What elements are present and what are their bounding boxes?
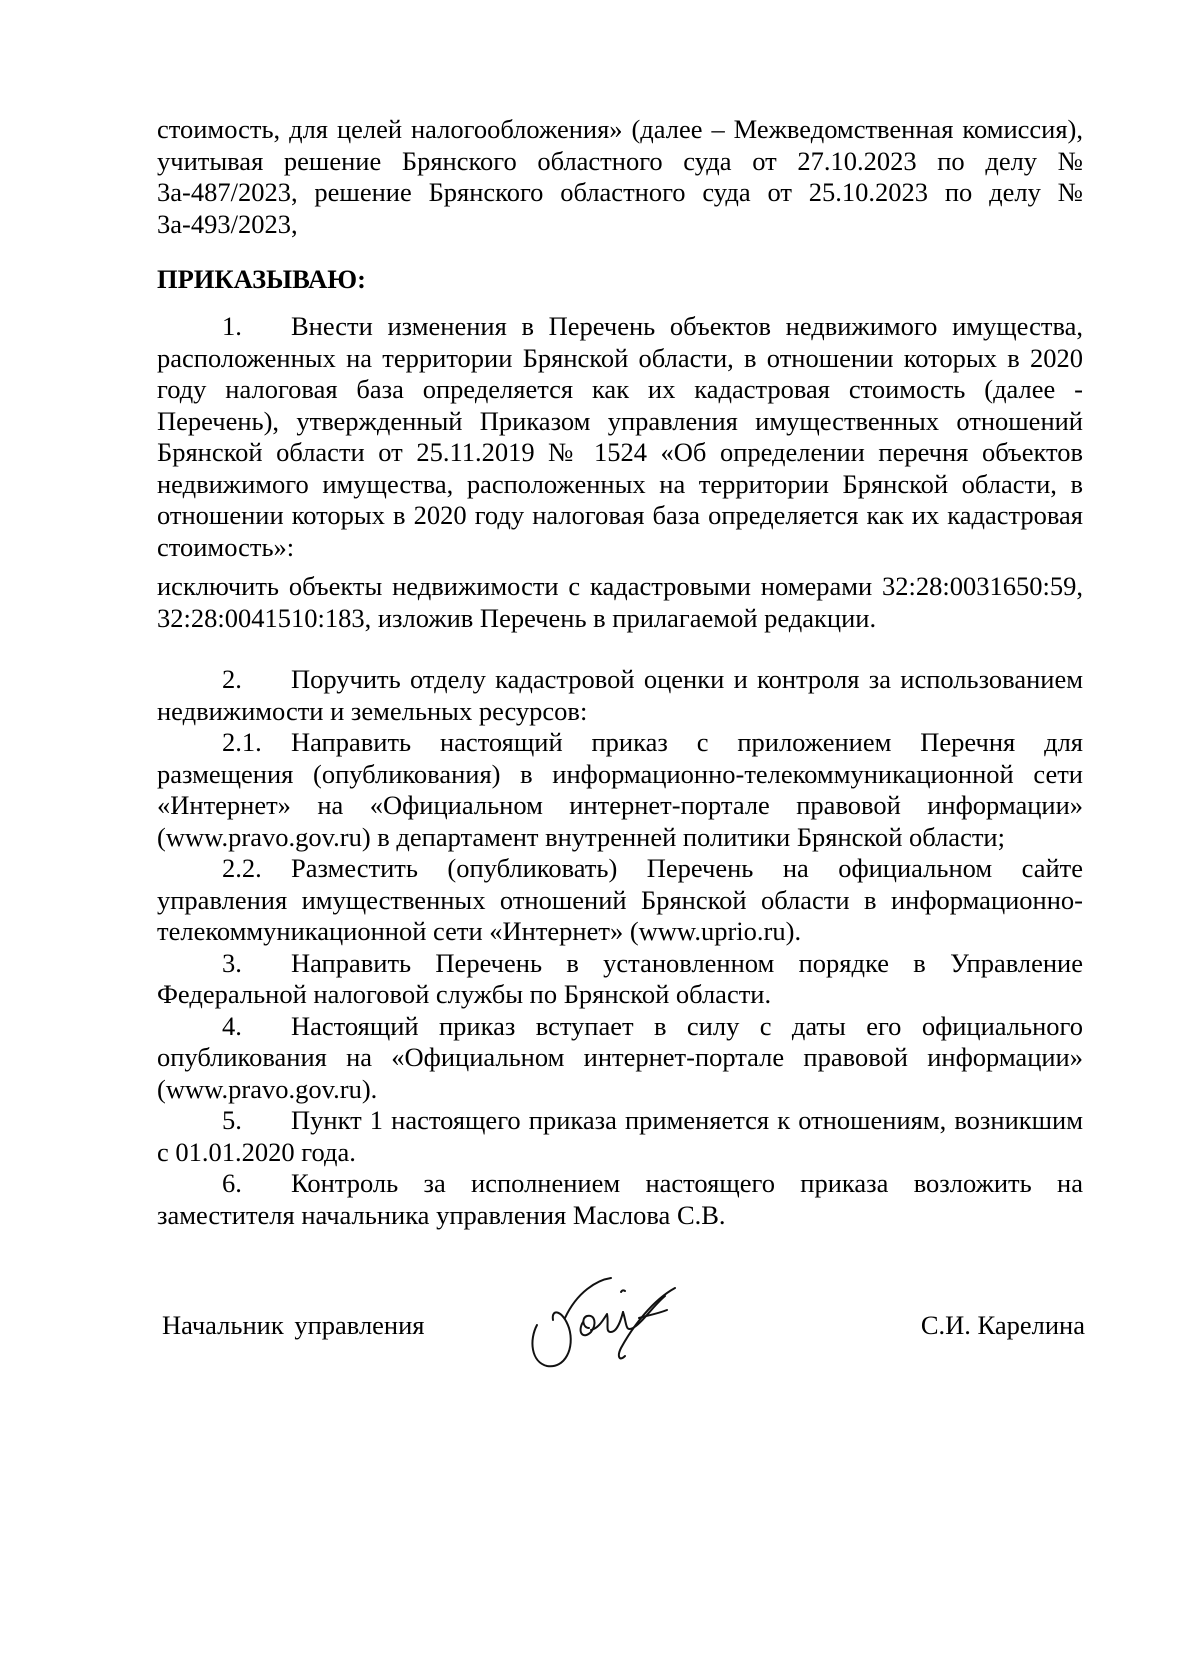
item-text: Разместить (опубликовать) Перечень на официальном сайте управления имущественных отношений Брянской области в информационно-телекоммуникационной сети «Интернет» ( — [157, 853, 1083, 946]
item-text-end: ). — [785, 916, 802, 946]
item-text: Направить настоящий приказ с приложением Перечня для размещения (опубликования) в информационно-телекоммуникационной сети «Интернет» на «Официальном интернет-портале правовой информации» ( — [157, 727, 1083, 852]
item-number: 2.2. — [222, 853, 262, 883]
item-2 — [157, 664, 1083, 727]
item-4 — [157, 1011, 1083, 1106]
item-number: 2.1. — [222, 727, 262, 757]
intro-text: стоимость, для целей налогообложения» (далее – Межведомственная комиссия), учитывая решение Брянского областного суда от 27.10.2023 по делу № 3а-487/2023, решение Брянского областного суда от 25.10.2023 по делу № 3а-493/2023, — [157, 114, 1083, 239]
item-number: 6. — [222, 1168, 242, 1198]
item-2-1 — [157, 727, 1083, 853]
item-2-2 — [157, 853, 1083, 948]
item-text: Направить Перечень в установленном порядке в Управление Федеральной налоговой службы по Брянской области. — [157, 947, 1083, 1009]
item-6 — [157, 1168, 1083, 1231]
item-text: Поручить отделу кадастровой оценки и контроля за использованием недвижимости и земельных ресурсов: — [157, 664, 1083, 726]
item-1 — [157, 311, 1083, 563]
item-text: Внести изменения в Перечень объектов недвижимого имущества, расположенных на территории Брянской области, в отношении которых в 2020 году налоговая база определяется как их кадастровая стоимость (далее - Перечень), утвержденный Приказом управления имущественных отношений Брянской области от 25.11.2019 № 1524 «Об определении перечня объектов недвижимого имущества, расположенных на территории Брянской области, в отношении которых в 2020 году налоговая база определяется как их кадастровая стоимость»: — [157, 311, 1083, 562]
item-1-sub: исключить объекты недвижимости с кадастровыми номерами 32:28:0031650:59, 32:28:0041510:183, изложив Перечень в прилагаемой редакции. — [157, 571, 1083, 633]
item-number: 1. — [222, 311, 242, 341]
item-text: Пункт 1 настоящего приказа применяется к отношениям, возникшим с 01.01.2020 года. — [157, 1105, 1083, 1167]
pravo-link[interactable]: www.pravo.gov.ru — [165, 821, 362, 852]
order-items — [157, 311, 1083, 1231]
item-number: 3. — [222, 947, 242, 978]
item-number: 2. — [222, 664, 242, 694]
item-text: Настоящий приказ вступает в силу с даты его официального опубликования на «Официальном интернет-портале правовой информации» ( — [157, 1010, 1083, 1104]
signatory-name: С.И. Карелина — [920, 1310, 1085, 1340]
item-5 — [157, 1105, 1083, 1168]
signatory-position: Начальник управления — [162, 1310, 425, 1340]
item-text: Контроль за исполнением настоящего приказа возложить на заместителя начальника управления Маслова С.В. — [157, 1168, 1083, 1230]
item-text-end: ) в департамент внутренней политики Брянской области; — [361, 821, 1005, 852]
intro-paragraph — [157, 114, 1083, 240]
item-3 — [157, 948, 1083, 1011]
item-text-end: ). — [361, 1073, 378, 1104]
pravo-link[interactable]: www.pravo.gov.ru — [165, 1073, 362, 1104]
item-number: 4. — [222, 1010, 242, 1041]
item-number: 5. — [222, 1105, 242, 1135]
uprio-link[interactable]: www.uprio.ru — [638, 916, 786, 946]
order-heading: ПРИКАЗЫВАЮ: — [157, 264, 366, 294]
handwritten-signature — [525, 1270, 705, 1375]
